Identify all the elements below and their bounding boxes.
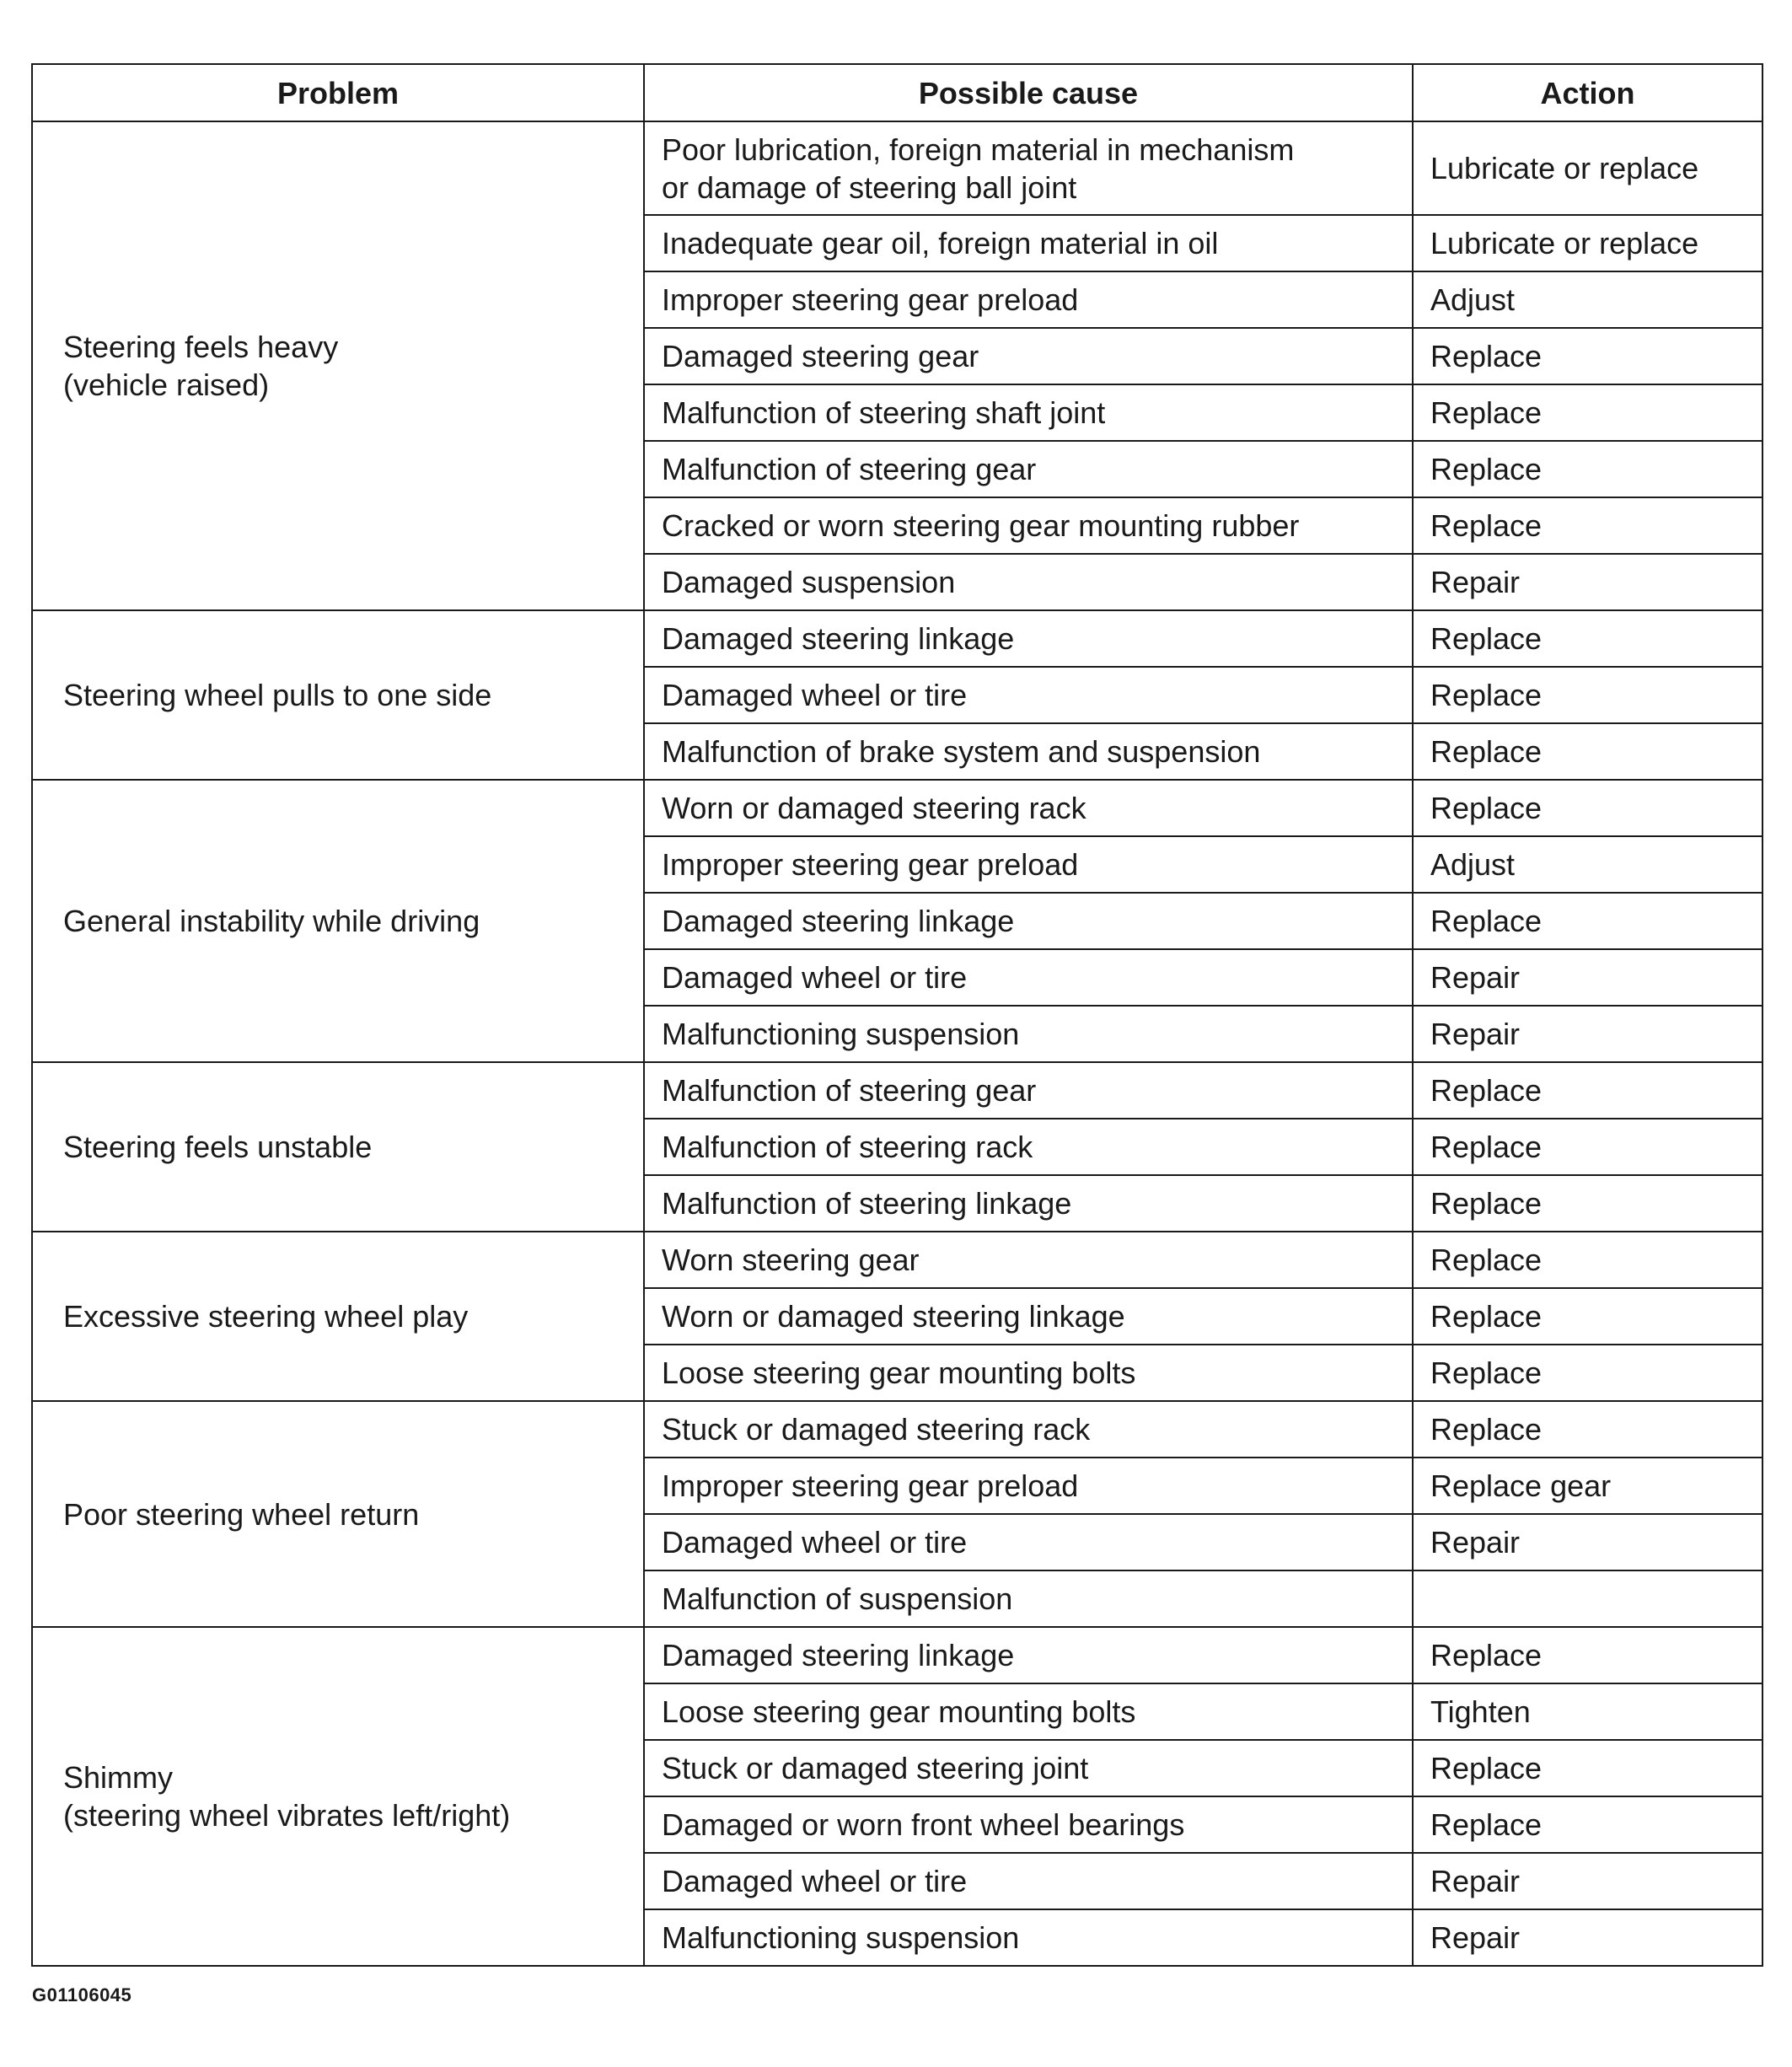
action-cell: Replace gear <box>1413 1458 1762 1514</box>
cause-cell: Stuck or damaged steering joint <box>644 1740 1413 1796</box>
table-row <box>32 1401 1762 1458</box>
cause-cell: Damaged steering linkage <box>644 1627 1413 1683</box>
action-cell: Replace <box>1413 723 1762 780</box>
header-possible-cause: Possible cause <box>644 64 1413 121</box>
cause-cell: Damaged wheel or tire <box>644 1853 1413 1909</box>
action-cell: Replace <box>1413 1796 1762 1853</box>
cause-cell: Damaged wheel or tire <box>644 1514 1413 1570</box>
action-cell: Replace <box>1413 1288 1762 1345</box>
cause-cell: Improper steering gear preload <box>644 1458 1413 1514</box>
table-row <box>32 1232 1762 1288</box>
table-row <box>32 610 1762 667</box>
action-cell: Replace <box>1413 780 1762 836</box>
action-cell: Replace <box>1413 1740 1762 1796</box>
action-cell: Replace <box>1413 328 1762 384</box>
problem-cell: Excessive steering wheel play <box>32 1232 644 1401</box>
cause-cell: Malfunction of steering shaft joint <box>644 384 1413 441</box>
problem-cell: Shimmy (steering wheel vibrates left/right) <box>32 1627 644 1966</box>
cause-cell: Worn steering gear <box>644 1232 1413 1288</box>
action-cell: Adjust <box>1413 836 1762 893</box>
cause-cell: Poor lubrication, foreign material in mechanism or damage of steering ball joint <box>644 121 1413 215</box>
cause-cell: Damaged wheel or tire <box>644 949 1413 1006</box>
cause-cell: Loose steering gear mounting bolts <box>644 1345 1413 1401</box>
cause-cell: Damaged suspension <box>644 554 1413 610</box>
problem-cell: Steering feels heavy (vehicle raised) <box>32 121 644 610</box>
action-cell: Replace <box>1413 1232 1762 1288</box>
cause-cell: Damaged steering gear <box>644 328 1413 384</box>
action-cell: Replace <box>1413 1627 1762 1683</box>
cause-cell: Malfunction of steering gear <box>644 441 1413 497</box>
problem-cell: Poor steering wheel return <box>32 1401 644 1627</box>
cause-cell: Malfunction of brake system and suspension <box>644 723 1413 780</box>
problem-cell: General instability while driving <box>32 780 644 1062</box>
action-cell: Replace <box>1413 610 1762 667</box>
action-cell: Adjust <box>1413 271 1762 328</box>
action-cell: Repair <box>1413 1853 1762 1909</box>
figure-code: G01106045 <box>32 1984 132 2005</box>
action-cell: Replace <box>1413 1401 1762 1458</box>
header-action: Action <box>1413 64 1762 121</box>
problem-cell: Steering wheel pulls to one side <box>32 610 644 780</box>
cause-cell: Malfunctioning suspension <box>644 1909 1413 1966</box>
action-cell: Repair <box>1413 1514 1762 1570</box>
action-cell: Replace <box>1413 1119 1762 1175</box>
action-cell: Lubricate or replace <box>1413 121 1762 215</box>
cause-cell: Damaged steering linkage <box>644 610 1413 667</box>
action-cell: Tighten <box>1413 1683 1762 1740</box>
cause-cell: Malfunctioning suspension <box>644 1006 1413 1062</box>
action-cell: Replace <box>1413 1345 1762 1401</box>
troubleshooting-table <box>31 63 1763 1967</box>
action-cell: Replace <box>1413 893 1762 949</box>
cause-cell: Stuck or damaged steering rack <box>644 1401 1413 1458</box>
cause-cell: Cracked or worn steering gear mounting rubber <box>644 497 1413 554</box>
cause-cell: Loose steering gear mounting bolts <box>644 1683 1413 1740</box>
action-cell: Repair <box>1413 1909 1762 1966</box>
cause-cell: Inadequate gear oil, foreign material in oil <box>644 215 1413 271</box>
action-cell: Replace <box>1413 1062 1762 1119</box>
cause-cell: Malfunction of steering gear <box>644 1062 1413 1119</box>
action-cell <box>1413 1570 1762 1627</box>
table-row <box>32 780 1762 836</box>
cause-cell: Malfunction of steering rack <box>644 1119 1413 1175</box>
table-row <box>32 121 1762 215</box>
action-cell: Lubricate or replace <box>1413 215 1762 271</box>
action-cell: Repair <box>1413 949 1762 1006</box>
header-row <box>32 64 1762 121</box>
cause-cell: Damaged steering linkage <box>644 893 1413 949</box>
cause-cell: Worn or damaged steering rack <box>644 780 1413 836</box>
cause-cell: Improper steering gear preload <box>644 271 1413 328</box>
action-cell: Replace <box>1413 667 1762 723</box>
table-row <box>32 1062 1762 1119</box>
cause-cell: Damaged or worn front wheel bearings <box>644 1796 1413 1853</box>
cause-cell: Damaged wheel or tire <box>644 667 1413 723</box>
action-cell: Repair <box>1413 1006 1762 1062</box>
header-problem: Problem <box>32 64 644 121</box>
action-cell: Replace <box>1413 441 1762 497</box>
table-row <box>32 1627 1762 1683</box>
cause-cell: Worn or damaged steering linkage <box>644 1288 1413 1345</box>
cause-cell: Malfunction of suspension <box>644 1570 1413 1627</box>
cause-cell: Malfunction of steering linkage <box>644 1175 1413 1232</box>
action-cell: Replace <box>1413 384 1762 441</box>
cause-cell: Improper steering gear preload <box>644 836 1413 893</box>
table-body <box>32 121 1762 1966</box>
problem-cell: Steering feels unstable <box>32 1062 644 1232</box>
action-cell: Replace <box>1413 497 1762 554</box>
action-cell: Repair <box>1413 554 1762 610</box>
action-cell: Replace <box>1413 1175 1762 1232</box>
